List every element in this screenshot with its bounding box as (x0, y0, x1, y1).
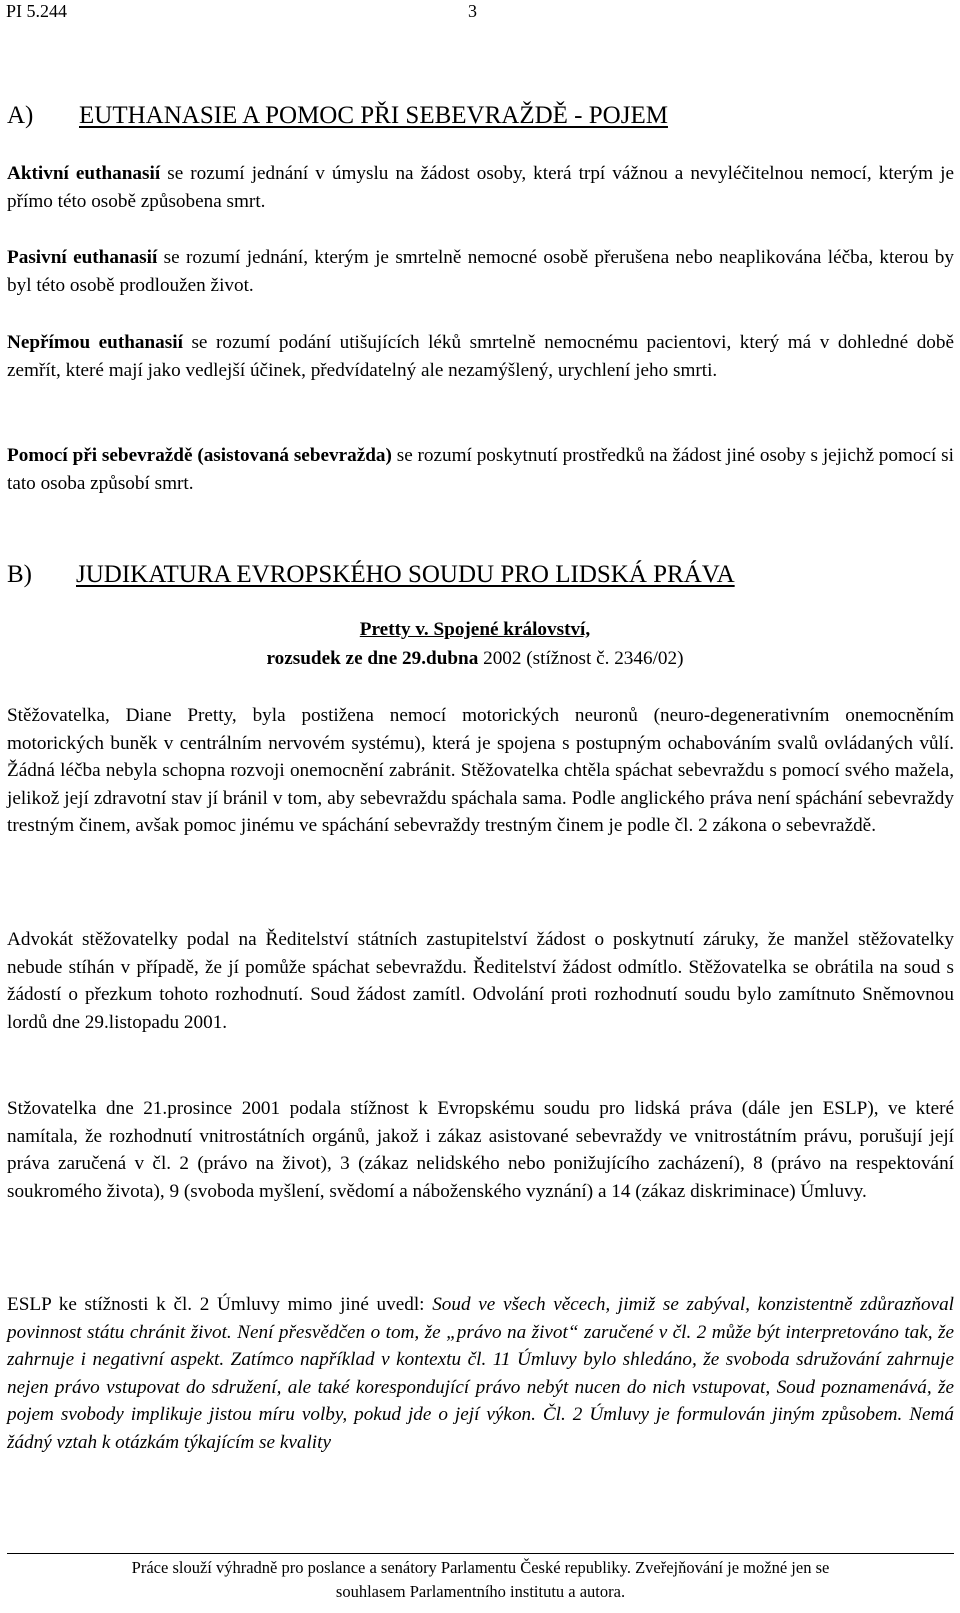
section-a-label: A) (7, 102, 34, 129)
case-title-line1 (0, 616, 950, 644)
domestic-proceedings-paragraph: Advokát stěžovatelky podal na Ředitelství státních zastupitelství žádost o poskytnutí záruky, že manžel stěžovatelky nebude stíhán v případě, že jí pomůže spáchat sebevraždu. Ředitelství žádost odmítlo. Stěžovatelka se obrátila na soud s žádostí o přezkum tohoto rozhodnutí. Soud žádost zamítl. Odvolání proti rozhodnutí soudu bylo zamítnuto Sněmovnou lordů dne 29.listopadu 2001. (7, 929, 954, 1033)
section-a-title: EUTHANASIE A POMOC PŘI SEBEVRAŽDĚ - POJEM (79, 102, 668, 129)
section-a-heading (7, 100, 668, 132)
definition-text: se rozumí podání utišujících léků smrtelně nemocnému pacientovi, který má v dohledné době zemřít, které mají jako vedlejší účinek, předvídatelný ale nezamýšlený, urychlení jeho smrti. (7, 332, 954, 381)
term-indirect-euthanasia: Nepřímou euthanasií (7, 332, 183, 353)
reasoning-quote: Soud ve všech věcech, jimiž se zabýval, konzistentně zdůrazňoval povinnost státu chránit život. Není přesvědčen o tom, že „právo na život“ zaručené v čl. 2 může být interpretováno tak, že zahrnuje i negativní aspekt. Zatímco například v kontextu čl. 11 Úmluvy bylo shledáno, že svoboda sdružování zahrnuje nejen právo vstupovat do sdružení, ale také korespondující právo nebýt nucen do nich vstupovat, Soud poznamenává, že pojem svobody implikuje jistou míru volby, pokud jde o její výkon. Čl. 2 Úmluvy je formulován jiným způsobem. Nemá žádný vztah k otázkám týkajícím se kvality (7, 1294, 954, 1453)
section-b-label: B) (7, 561, 32, 588)
application-paragraph: Stžovatelka dne 21.prosince 2001 podala stížnost k Evropskému soudu pro lidská práva (dále jen ESLP), ve které namítala, že rozhodnutí vnitrostátních orgánů, jakož i zákaz asistované sebevraždy ve vnitrostátním právu, porušují její práva zaručená v čl. 2 (právo na život), 3 (zákaz nelidského nebo ponižujícího zacházení), 8 (právo na respektování soukromého života), 9 (svoboda myšlení, svědomí a náboženského vyznání) a 14 (zákaz diskriminace) Úmluvy. (7, 1098, 954, 1202)
case-facts-paragraph: Stěžovatelka, Diane Pretty, byla postižena nemocí motorických neuronů (neuro-degenerativním onemocněním motorických buněk v centrálním nervovém systému), která je spojena s postupným ochabováním svalů ovládaných vůlí. Žádná léčba nebyla schopna rozvoji onemocnění zabránit. Stěžovatelka chtěla spáchat sebevraždu s pomocí svého mažela, jelikož její zdravotní stav jí bránil v tom, aby sebevraždu spáchala sama. Podle anglického práva není spáchání sebevraždy trestným činem, avšak pomoc jinému ve spáchání sebevraždy trestným činem je podle čl. 2 zákona o sebevraždě. (7, 705, 954, 836)
definition-active-euthanasia (7, 160, 954, 215)
definition-passive-euthanasia (7, 244, 954, 299)
definition-text: se rozumí jednání v úmyslu na žádost osoby, která trpí vážnou a nevyléčitelnou nemocí, kterým je přímo této osobě způsobena smrt. (7, 163, 954, 212)
term-active-euthanasia: Aktivní euthanasií (7, 163, 161, 184)
term-passive-euthanasia: Pasivní euthanasií (7, 247, 158, 268)
case-judgment-date: rozsudek ze dne 29.dubna (266, 648, 479, 669)
definition-text: se rozumí jednání, kterým je smrtelně nemocné osobě přerušena nebo neaplikována léčba, kterou by byl této osobě prodloužen život. (7, 247, 954, 296)
page-number: 3 (468, 1, 477, 21)
reasoning-intro: ESLP ke stížnosti k čl. 2 Úmluvy mimo jiné uvedl: (7, 1294, 433, 1315)
footer-divider (7, 1553, 954, 1554)
case-title-line2 (0, 645, 950, 673)
footer-line-2: souhlasem Parlamentního institutu a autora. (335, 1582, 626, 1601)
footer-line-1: Práce slouží výhradně pro poslance a senátory Parlamentu České republiky. Zveřejňování je možné jen se (131, 1558, 830, 1577)
section-b-heading (7, 559, 735, 591)
definition-indirect-euthanasia (7, 329, 954, 384)
term-assisted-suicide: Pomocí při sebevraždě (asistovaná sebevražda) (7, 445, 392, 466)
footer-notice (7, 1556, 954, 1604)
section-b-title: JUDIKATURA EVROPSKÉHO SOUDU PRO LIDSKÁ PRÁVA (76, 561, 735, 588)
definition-text: se rozumí poskytnutí prostředků na žádost jiné osoby s jejichž pomocí si tato osoba způsobí smrt. (7, 445, 954, 494)
case-application-number: 2002 (stížnost č. 2346/02) (478, 648, 684, 669)
definition-assisted-suicide (7, 442, 954, 497)
document-code: PI 5.244 (6, 1, 68, 21)
case-name: Pretty v. Spojené království, (359, 619, 591, 640)
court-reasoning-paragraph (7, 1291, 954, 1456)
